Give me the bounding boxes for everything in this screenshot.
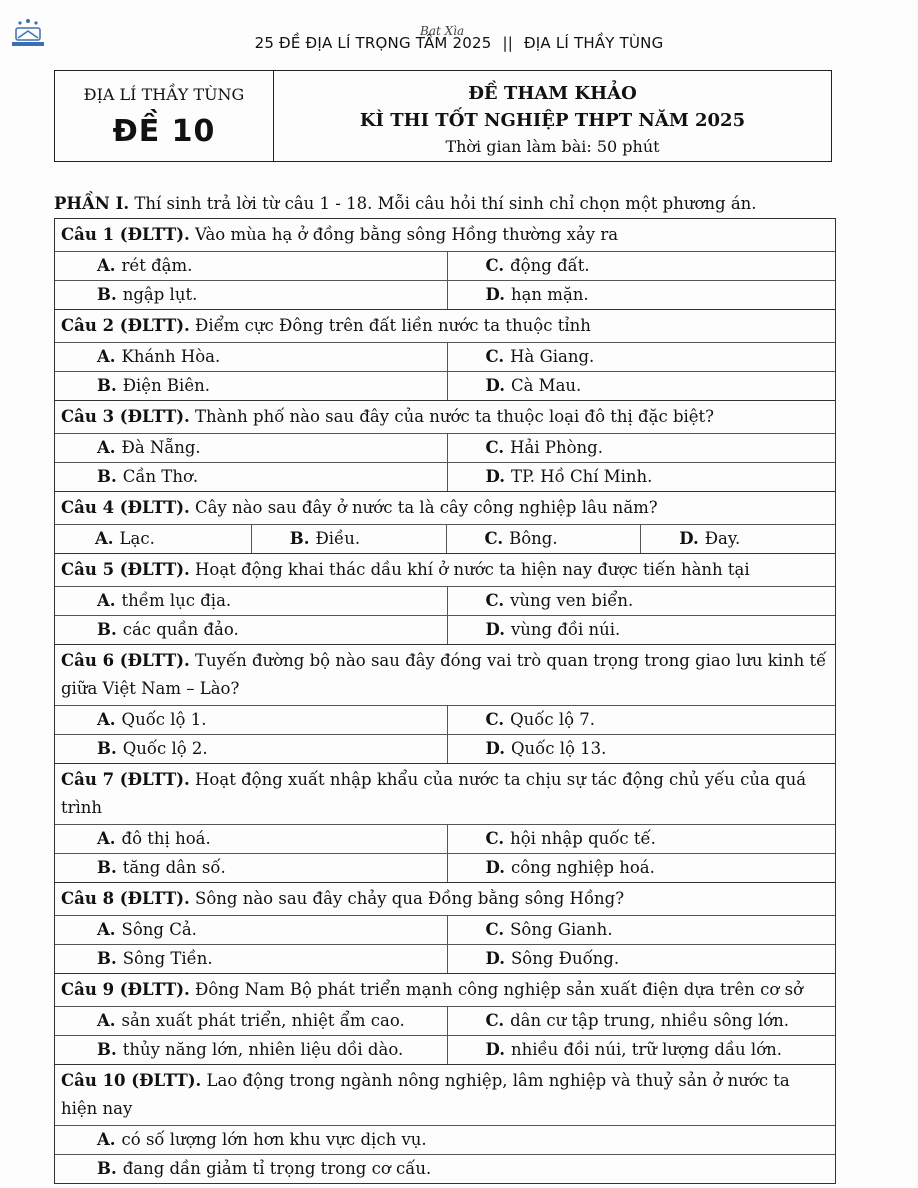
option-letter: B. bbox=[97, 376, 117, 395]
question-label: Câu 4 (ĐLTT). bbox=[61, 498, 190, 517]
question-label: Câu 9 (ĐLTT). bbox=[61, 980, 190, 999]
answer-option[interactable] bbox=[447, 1036, 836, 1064]
answer-option[interactable] bbox=[447, 706, 836, 734]
option-text: ngập lụt. bbox=[122, 285, 198, 304]
exam-code: ĐỀ 10 bbox=[112, 114, 216, 149]
option-letter: B. bbox=[289, 529, 310, 548]
answer-option[interactable] bbox=[447, 945, 836, 973]
option-letter: D. bbox=[485, 285, 505, 304]
option-text: có số lượng lớn hơn khu vực dịch vụ. bbox=[121, 1130, 427, 1149]
answer-option[interactable] bbox=[55, 706, 447, 734]
answer-option[interactable] bbox=[55, 281, 447, 309]
option-text: các quần đảo. bbox=[122, 620, 239, 639]
option-text: TP. Hồ Chí Minh. bbox=[510, 467, 653, 486]
question-text: Điểm cực Đông trên đất liền nước ta thuộc tỉnh bbox=[195, 316, 591, 335]
option-row bbox=[55, 615, 835, 644]
option-letter: B. bbox=[97, 739, 117, 758]
option-letter: A. bbox=[97, 1130, 116, 1149]
answer-option[interactable] bbox=[447, 616, 836, 644]
answer-option[interactable] bbox=[55, 735, 447, 763]
question-label: Câu 2 (ĐLTT). bbox=[61, 316, 190, 335]
option-letter: C. bbox=[485, 591, 505, 610]
running-head-separator: || bbox=[502, 34, 513, 52]
answer-option[interactable] bbox=[447, 281, 836, 309]
answer-option[interactable] bbox=[447, 825, 836, 853]
option-letter: A. bbox=[97, 920, 116, 939]
option-text: Đay. bbox=[704, 529, 741, 548]
option-text: Quốc lộ 7. bbox=[510, 710, 596, 729]
question-stem bbox=[55, 400, 835, 433]
option-row bbox=[55, 824, 835, 853]
answer-option[interactable] bbox=[55, 525, 251, 553]
answer-option[interactable] bbox=[55, 463, 447, 491]
option-text: Hải Phòng. bbox=[510, 438, 603, 457]
option-letter: A. bbox=[97, 347, 116, 366]
option-row bbox=[55, 524, 835, 553]
option-letter: D. bbox=[485, 1040, 505, 1059]
option-text: rét đậm. bbox=[121, 256, 193, 275]
question-stem bbox=[55, 491, 835, 524]
option-letter: A. bbox=[97, 710, 116, 729]
question-label: Câu 8 (ĐLTT). bbox=[61, 889, 190, 908]
running-head-right: ĐỊA LÍ THẦY TÙNG bbox=[523, 34, 664, 52]
answer-option[interactable] bbox=[55, 343, 447, 371]
option-text: hội nhập quốc tế. bbox=[510, 829, 656, 848]
option-text: Sông Gianh. bbox=[510, 920, 613, 939]
option-row bbox=[55, 251, 835, 280]
question-text: Vào mùa hạ ở đồng bằng sông Hồng thường xảy ra bbox=[195, 225, 619, 244]
option-text: Điều. bbox=[315, 529, 361, 548]
option-letter: D. bbox=[485, 376, 505, 395]
option-text: Sông Đuống. bbox=[510, 949, 620, 968]
answer-option[interactable] bbox=[55, 945, 447, 973]
option-row bbox=[55, 433, 835, 462]
exam-time: Thời gian làm bài: 50 phút bbox=[445, 137, 660, 156]
question-label: Câu 1 (ĐLTT). bbox=[61, 225, 190, 244]
question-text: Cây nào sau đây ở nước ta là cây công nghiệp lâu năm? bbox=[195, 498, 658, 517]
answer-option[interactable] bbox=[447, 587, 836, 615]
option-letter: B. bbox=[97, 1159, 117, 1178]
question-stem bbox=[55, 309, 835, 342]
option-letter: D. bbox=[485, 949, 505, 968]
question-label: Câu 5 (ĐLTT). bbox=[61, 560, 190, 579]
option-row bbox=[55, 371, 835, 400]
answer-option[interactable] bbox=[55, 372, 447, 400]
option-letter: C. bbox=[485, 920, 505, 939]
question-stem bbox=[55, 763, 835, 824]
question-stem bbox=[55, 973, 835, 1006]
option-text: Điện Biên. bbox=[122, 376, 210, 395]
question-label: Câu 3 (ĐLTT). bbox=[61, 407, 190, 426]
option-text: vùng đồi núi. bbox=[510, 620, 621, 639]
option-row bbox=[55, 1006, 835, 1035]
question-label: Câu 6 (ĐLTT). bbox=[61, 651, 190, 670]
option-text: đô thị hoá. bbox=[121, 829, 211, 848]
answer-option[interactable] bbox=[55, 854, 447, 882]
option-row bbox=[55, 586, 835, 615]
question-text: Tuyến đường bộ nào sau đây đóng vai trò quan trọng trong giao lưu kinh tế giữa Việt Nam – Lào? bbox=[61, 651, 827, 698]
option-row bbox=[55, 944, 835, 973]
part-instructions: Thí sinh trả lời từ câu 1 - 18. Mỗi câu hỏi thí sinh chỉ chọn một phương án. bbox=[134, 194, 757, 213]
option-row bbox=[55, 462, 835, 491]
option-text: động đất. bbox=[510, 256, 590, 275]
option-letter: A. bbox=[97, 1011, 116, 1030]
question-text: Hoạt động xuất nhập khẩu của nước ta chịu sự tác động chủ yếu của quá trình bbox=[61, 770, 807, 817]
option-letter: A. bbox=[95, 529, 114, 548]
option-row bbox=[55, 853, 835, 882]
exam-subtitle: KÌ THI TỐT NGHIỆP THPT NĂM 2025 bbox=[359, 110, 746, 131]
option-letter: C. bbox=[485, 438, 505, 457]
option-letter: C. bbox=[485, 710, 505, 729]
option-row bbox=[55, 280, 835, 309]
option-text: sản xuất phát triển, nhiệt ẩm cao. bbox=[121, 1011, 405, 1030]
question-text: Lao động trong ngành nông nghiệp, lâm nghiệp và thuỷ sản ở nước ta hiện nay bbox=[61, 1071, 790, 1118]
option-text: tăng dân số. bbox=[122, 858, 226, 877]
option-letter: D. bbox=[485, 858, 505, 877]
option-letter: B. bbox=[97, 1040, 117, 1059]
part-heading bbox=[54, 194, 844, 213]
option-letter: A. bbox=[97, 256, 116, 275]
option-letter: B. bbox=[97, 285, 117, 304]
option-text: Bông. bbox=[509, 529, 558, 548]
option-text: công nghiệp hoá. bbox=[510, 858, 655, 877]
answer-option[interactable] bbox=[446, 525, 641, 553]
option-letter: C. bbox=[485, 256, 505, 275]
exam-title: ĐỀ THAM KHẢO bbox=[468, 83, 637, 104]
option-letter: B. bbox=[97, 858, 117, 877]
question-stem bbox=[55, 644, 835, 705]
answer-option[interactable] bbox=[55, 587, 447, 615]
option-row bbox=[55, 1154, 835, 1183]
question-text: Hoạt động khai thác dầu khí ở nước ta hiện nay được tiến hành tại bbox=[195, 560, 750, 579]
option-text: Lạc. bbox=[119, 529, 155, 548]
running-head-left: 25 ĐỀ ĐỊA LÍ TRỌNG TÂM 2025 bbox=[254, 34, 492, 52]
option-letter: D. bbox=[485, 467, 505, 486]
answer-option[interactable] bbox=[447, 735, 836, 763]
option-text: Quốc lộ 13. bbox=[510, 739, 607, 758]
header-right bbox=[274, 71, 831, 161]
option-letter: D. bbox=[485, 620, 505, 639]
option-text: thềm lục địa. bbox=[121, 591, 232, 610]
option-text: Cần Thơ. bbox=[122, 467, 199, 486]
table-bottom-border bbox=[55, 1183, 835, 1184]
answer-option[interactable] bbox=[55, 616, 447, 644]
option-letter: B. bbox=[97, 620, 117, 639]
option-text: Hà Giang. bbox=[510, 347, 595, 366]
question-table bbox=[54, 218, 836, 1184]
question-label: Câu 7 (ĐLTT). bbox=[61, 770, 190, 789]
option-text: Cà Mau. bbox=[510, 376, 582, 395]
answer-option[interactable] bbox=[251, 525, 446, 553]
option-letter: C. bbox=[485, 1011, 505, 1030]
option-letter: D. bbox=[485, 739, 505, 758]
question-stem bbox=[55, 553, 835, 586]
option-text: dân cư tập trung, nhiều sông lớn. bbox=[510, 1011, 790, 1030]
option-text: vùng ven biển. bbox=[510, 591, 634, 610]
answer-option[interactable] bbox=[447, 1007, 836, 1035]
header-left bbox=[55, 71, 274, 161]
option-text: Khánh Hòa. bbox=[121, 347, 221, 366]
option-letter: B. bbox=[97, 467, 117, 486]
answer-option[interactable] bbox=[447, 372, 836, 400]
option-letter: D. bbox=[679, 529, 699, 548]
answer-option[interactable] bbox=[447, 463, 836, 491]
question-text: Thành phố nào sau đây của nước ta thuộc loại đô thị đặc biệt? bbox=[195, 407, 715, 426]
answer-option[interactable] bbox=[447, 434, 836, 462]
option-text: Đà Nẵng. bbox=[121, 438, 201, 457]
option-text: Quốc lộ 1. bbox=[121, 710, 207, 729]
option-row bbox=[55, 342, 835, 371]
option-text: Sông Tiền. bbox=[122, 949, 213, 968]
option-row bbox=[55, 915, 835, 944]
answer-option[interactable] bbox=[55, 1036, 447, 1064]
answer-option[interactable] bbox=[55, 1126, 835, 1154]
option-text: nhiều đồi núi, trữ lượng dầu lớn. bbox=[510, 1040, 783, 1059]
option-text: đang dần giảm tỉ trọng trong cơ cấu. bbox=[122, 1159, 432, 1178]
option-text: Sông Cả. bbox=[121, 920, 197, 939]
question-stem bbox=[55, 1064, 835, 1125]
answer-option[interactable] bbox=[640, 525, 835, 553]
answer-option[interactable] bbox=[55, 1155, 835, 1183]
answer-option[interactable] bbox=[55, 916, 447, 944]
option-letter: C. bbox=[485, 347, 505, 366]
answer-option[interactable] bbox=[55, 1007, 447, 1035]
answer-option[interactable] bbox=[447, 252, 836, 280]
handwritten-signature: Bạt Xìa bbox=[420, 24, 465, 38]
answer-option[interactable] bbox=[55, 434, 447, 462]
teacher-name: ĐỊA LÍ THẦY TÙNG bbox=[83, 85, 245, 104]
option-letter: A. bbox=[97, 438, 116, 457]
option-letter: A. bbox=[97, 591, 116, 610]
answer-option[interactable] bbox=[447, 343, 836, 371]
option-letter: B. bbox=[97, 949, 117, 968]
part-label: PHẦN I. bbox=[54, 194, 130, 213]
option-row bbox=[55, 705, 835, 734]
answer-option[interactable] bbox=[447, 916, 836, 944]
option-text: thủy năng lớn, nhiên liệu dồi dào. bbox=[122, 1040, 404, 1059]
question-text: Sông nào sau đây chảy qua Đồng bằng sông Hồng? bbox=[195, 889, 625, 908]
question-text: Đông Nam Bộ phát triển mạnh công nghiệp sản xuất điện dựa trên cơ sở bbox=[195, 980, 803, 999]
option-text: Quốc lộ 2. bbox=[122, 739, 208, 758]
answer-option[interactable] bbox=[55, 825, 447, 853]
answer-option[interactable] bbox=[55, 252, 447, 280]
option-row bbox=[55, 1125, 835, 1154]
question-label: Câu 10 (ĐLTT). bbox=[61, 1071, 202, 1090]
option-letter: C. bbox=[485, 829, 505, 848]
answer-option[interactable] bbox=[447, 854, 836, 882]
option-letter: A. bbox=[97, 829, 116, 848]
exam-header bbox=[54, 70, 832, 162]
option-text: hạn mặn. bbox=[510, 285, 589, 304]
option-letter: C. bbox=[484, 529, 504, 548]
question-stem bbox=[55, 218, 835, 251]
question-stem bbox=[55, 882, 835, 915]
option-row bbox=[55, 734, 835, 763]
running-head bbox=[0, 34, 918, 52]
option-row bbox=[55, 1035, 835, 1064]
